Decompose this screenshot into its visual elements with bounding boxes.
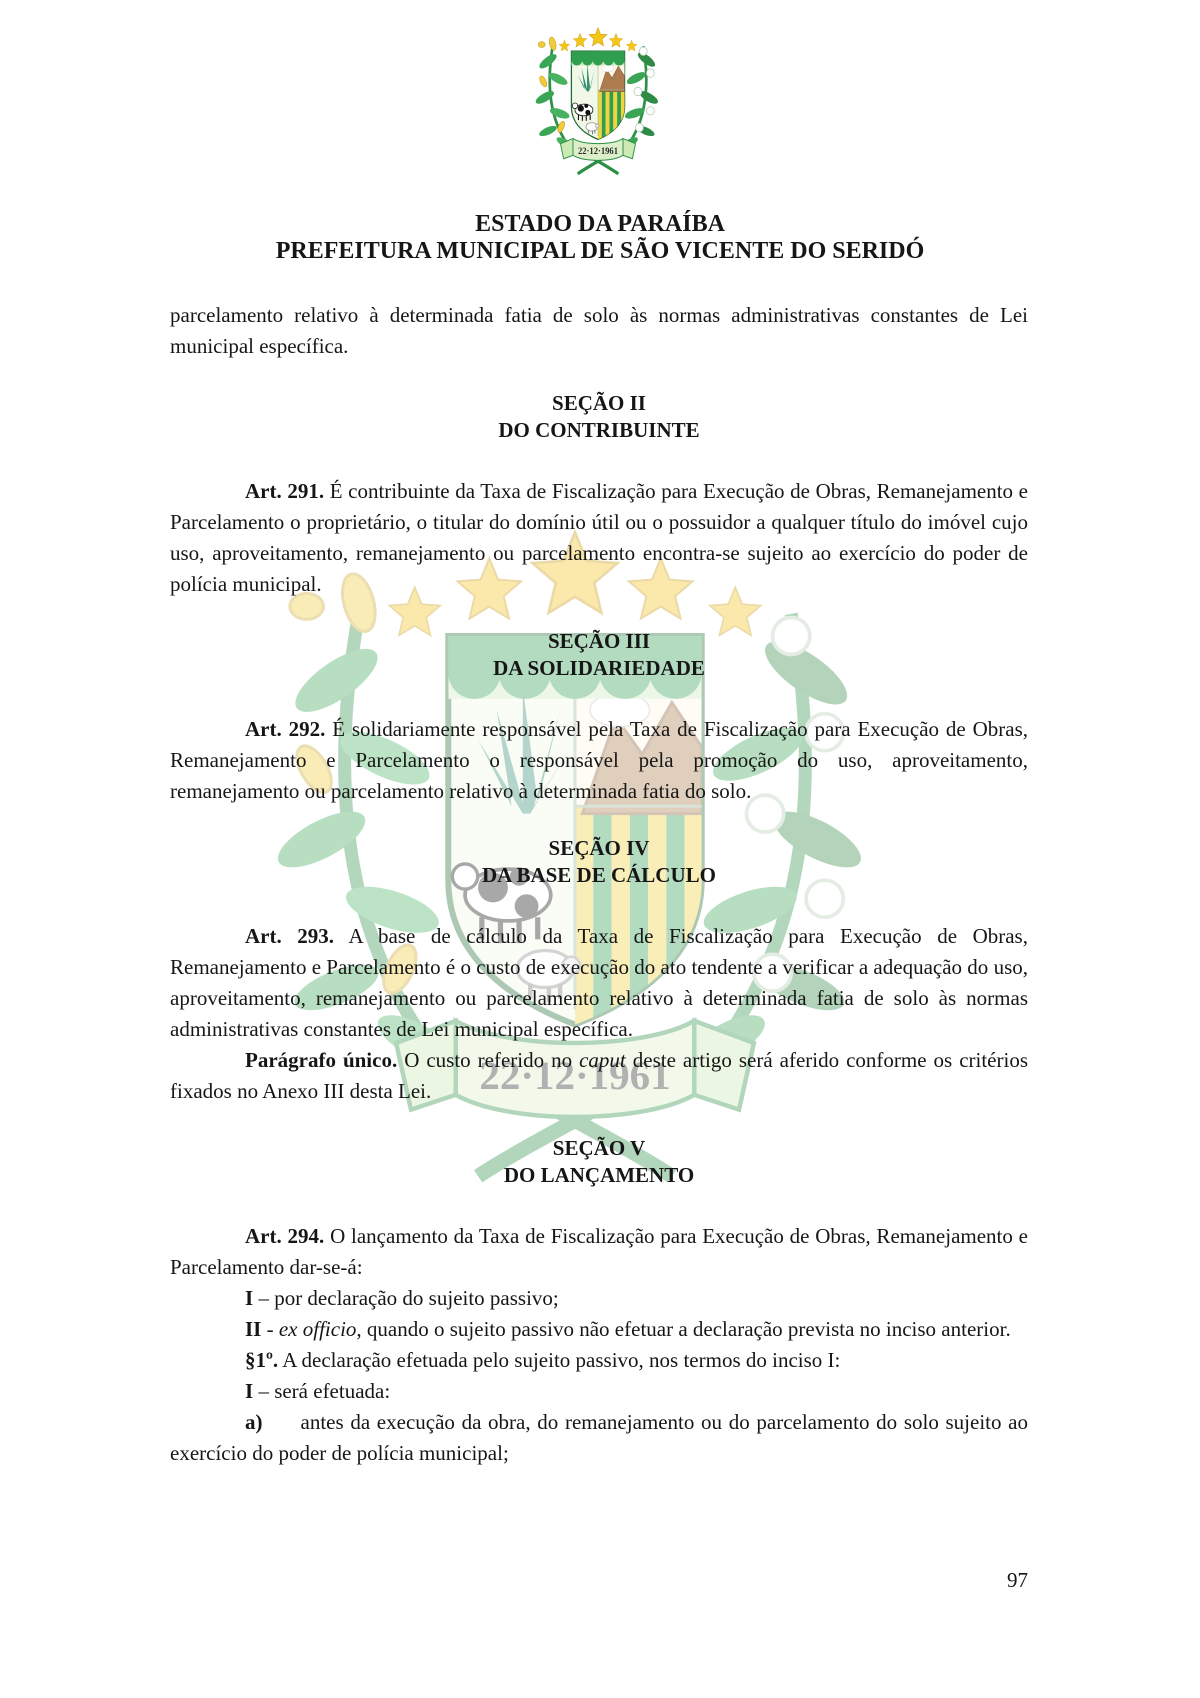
section-iii-number: SEÇÃO III — [547, 629, 651, 653]
article-293-label: Art. 293. — [245, 924, 335, 948]
article-293-text: A base de cálculo da Taxa de Fiscalização para Execução de Obras, Remanejamento e Parcelamento é o custo de execução do ato tendente a verificar a adequação do uso, aproveitamento, remanejamento ou parcelamento relativo à determinada fatia de solo às normas administrativas constantes de Lei municipal específica. — [170, 924, 1028, 1041]
article-291-label: Art. 291. — [245, 479, 325, 503]
document-body — [170, 300, 1028, 1469]
article-293 — [170, 921, 1028, 1045]
paragraph-unico-label: Parágrafo único. — [245, 1048, 398, 1072]
item-ii-text-2: , quando o sujeito passivo não efetuar a declaração prevista no inciso anterior. — [356, 1317, 1011, 1341]
paragraph-unico-caput: caput — [579, 1048, 626, 1072]
paragraph-unico — [170, 1045, 1028, 1107]
article-294-text: O lançamento da Taxa de Fiscalização para Execução de Obras, Remanejamento e Parcelamento dar-se-á: — [170, 1224, 1028, 1279]
page-number: 97 — [1007, 1568, 1028, 1592]
article-292 — [170, 714, 1028, 807]
section-heading-iv — [170, 835, 1028, 889]
paragraph-unico-text-2: deste artigo será aferido conforme os critérios fixados no Anexo III desta Lei. — [170, 1048, 1029, 1103]
section-iv-title: DA BASE DE CÁLCULO — [482, 863, 716, 887]
item-ii-ex-officio: ex officio — [278, 1317, 357, 1341]
item-i — [170, 1283, 1028, 1314]
section-v-title: DO LANÇAMENTO — [503, 1163, 695, 1187]
paragraph-intro-text: parcelamento relativo à determinada fatia de solo às normas administrativas constantes de Lei municipal específica. — [170, 303, 1028, 358]
item-ii — [170, 1314, 1028, 1345]
article-292-label: Art. 292. — [245, 717, 326, 741]
item-i-2-text: – será efetuada: — [253, 1379, 391, 1403]
article-291-text: É contribuinte da Taxa de Fiscalização para Execução de Obras, Remanejamento e Parcelamento o proprietário, o titular do domínio útil ou o possuidor a qualquer título do imóvel cujo uso, aproveitamento, remanejamento ou parcelamento encontra-se sujeito ao exercício do poder de polícia municipal. — [170, 479, 1028, 596]
item-i-2 — [170, 1376, 1028, 1407]
paragraph-1-label: §1º. — [245, 1348, 279, 1372]
item-a-label: a) — [245, 1410, 263, 1434]
article-294 — [170, 1221, 1028, 1283]
section-heading-iii — [170, 628, 1028, 682]
item-ii-label: II — [245, 1317, 262, 1341]
item-a — [170, 1407, 1028, 1469]
section-heading-v — [170, 1135, 1028, 1189]
article-294-label: Art. 294. — [245, 1224, 325, 1248]
section-ii-number: SEÇÃO II — [552, 391, 646, 415]
article-291 — [170, 476, 1028, 600]
item-ii-text-1: - — [261, 1317, 279, 1341]
section-iii-title: DA SOLIDARIEDADE — [493, 656, 705, 680]
coat-of-arms — [512, 26, 684, 194]
municipality-name: PREFEITURA MUNICIPAL DE SÃO VICENTE DO SERIDÓ — [275, 238, 925, 264]
paragraph-1 — [170, 1345, 1028, 1376]
section-v-number: SEÇÃO V — [552, 1136, 646, 1160]
item-i-text: – por declaração do sujeito passivo; — [253, 1286, 559, 1310]
state-name: ESTADO DA PARAÍBA — [475, 211, 725, 237]
section-heading-ii — [170, 390, 1028, 444]
paragraph-1-text: A declaração efetuada pelo sujeito passivo, nos termos do inciso I: — [278, 1348, 841, 1372]
item-i-label: I — [245, 1286, 254, 1310]
section-iv-number: SEÇÃO IV — [548, 836, 650, 860]
paragraph-intro — [170, 300, 1028, 362]
paragraph-unico-text-1: O custo referido no — [397, 1048, 580, 1072]
section-ii-title: DO CONTRIBUINTE — [498, 418, 700, 442]
item-i-2-label: I — [245, 1379, 254, 1403]
article-292-text: É solidariamente responsável pela Taxa de Fiscalização para Execução de Obras, Remanejamento e Parcelamento o responsável pela promoção do uso, aproveitamento, remanejamento ou parcelamento relativo à determinada fatia do solo. — [170, 717, 1028, 803]
letterhead — [170, 211, 1030, 265]
item-a-text: antes da execução da obra, do remanejamento ou do parcelamento do solo sujeito ao exercício do poder de polícia municipal; — [170, 1410, 1028, 1465]
